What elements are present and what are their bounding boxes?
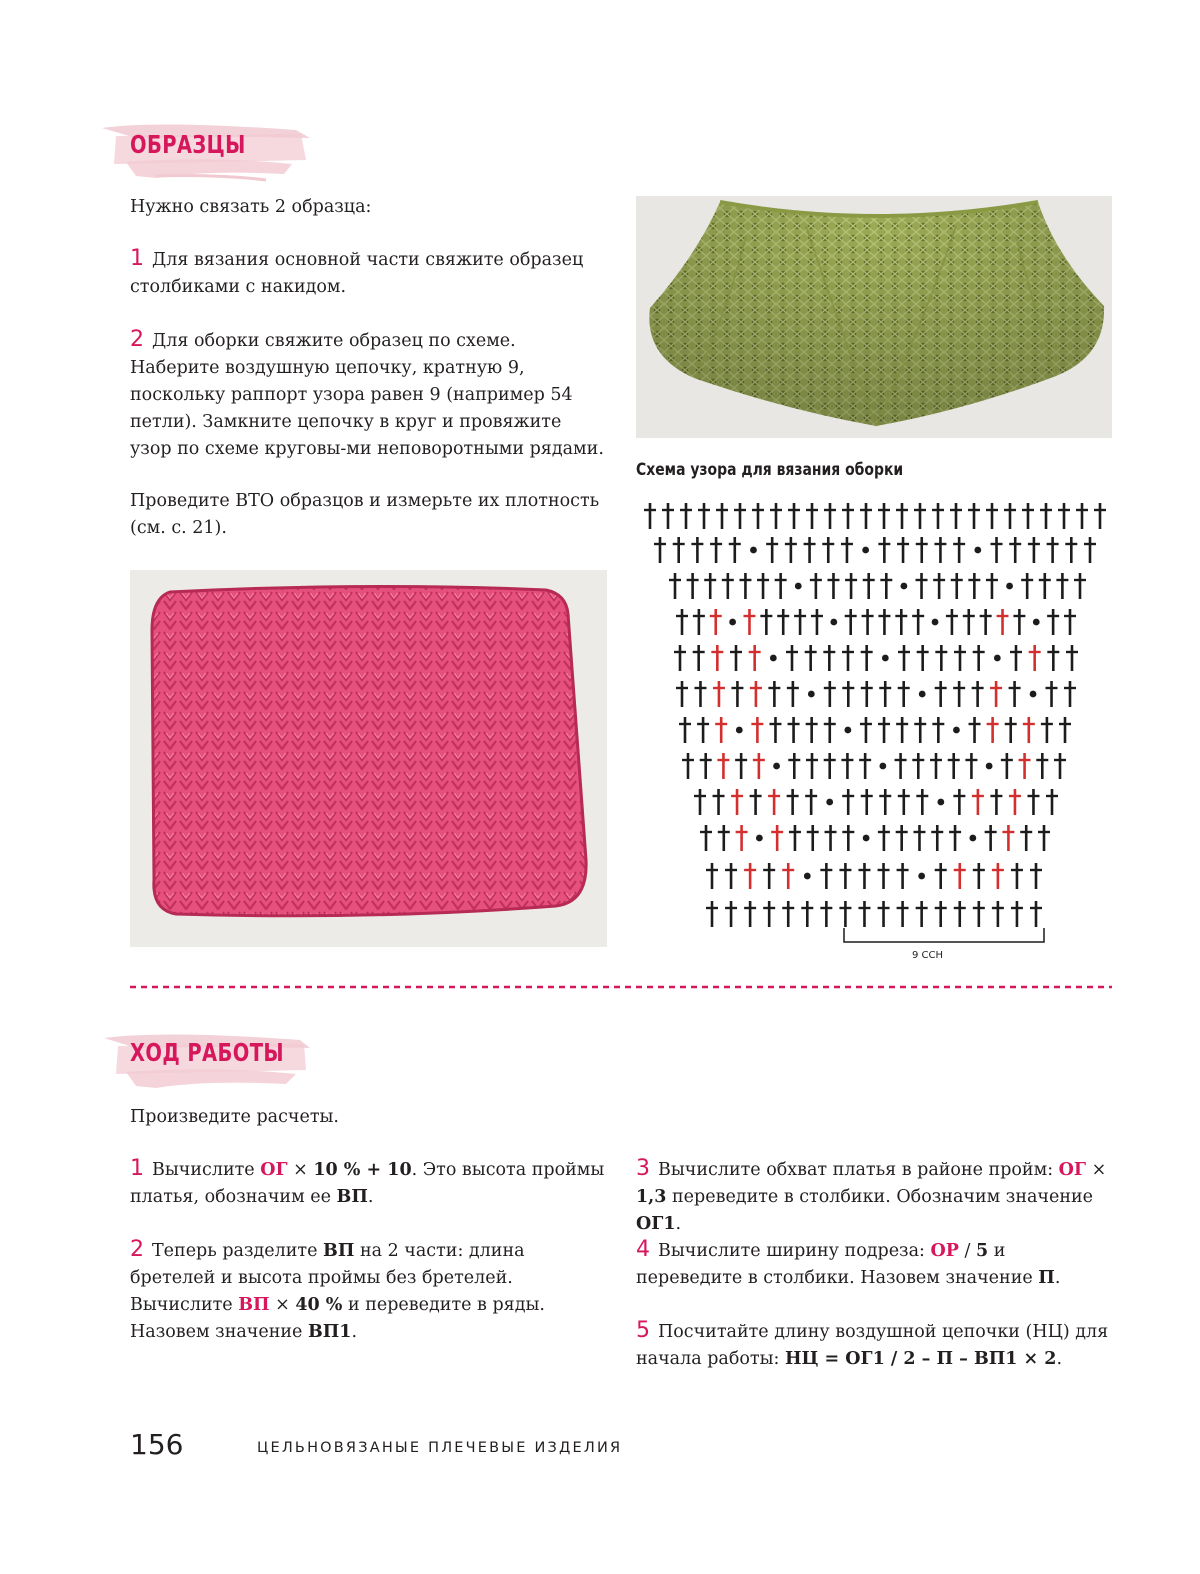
green-ruffle-photo: [636, 196, 1112, 438]
samples-intro: Нужно связать 2 образца:: [130, 197, 372, 217]
item-bold: ВП: [323, 1241, 355, 1261]
section-title: ОБРАЗЦЫ: [130, 130, 246, 159]
page-number: 156: [130, 1428, 184, 1461]
item-number: 4: [636, 1237, 650, 1262]
workflow-item-4: [636, 1236, 1116, 1292]
item-text: на 2 части: длина бретелей и высота проймы без бретелей.: [130, 1241, 525, 1288]
chart-row: [682, 753, 1066, 779]
item-highlight: ОГ: [260, 1160, 288, 1180]
chart-row: [706, 863, 1042, 889]
pink-swatch-illustration: [130, 570, 607, 947]
samples-item-1: [130, 245, 608, 301]
item-bold: ВП1: [307, 1322, 352, 1342]
item-bold: 5: [975, 1241, 989, 1261]
item-number: 3: [636, 1156, 650, 1181]
chart-row: [676, 681, 1076, 707]
item-text: /: [958, 1241, 976, 1261]
section-title: ХОД РАБОТЫ: [130, 1038, 285, 1067]
repeat-bracket: [844, 928, 1044, 942]
crochet-chart: [640, 496, 1110, 966]
item-text: Для оборки свяжите образец по схеме. Наберите воздушную цепочку, кратную 9, поскольку раппорт узора равен 9 (например 54 петли). Замкните цепочку в круг и провяжите узор по схеме круговы-ми неповоротными рядами.: [130, 331, 604, 459]
crochet-chart-svg: [640, 496, 1110, 966]
chart-repeat-label: 9 ССН: [912, 950, 944, 961]
item-text: Вычислите: [130, 1295, 239, 1315]
samples-item-2: [130, 326, 608, 463]
chart-row: [654, 537, 1096, 563]
item-bold: ОГ1: [636, 1214, 676, 1234]
item-text: . Это высота проймы платья, обозначим ее: [130, 1160, 605, 1207]
running-footer-title: ЦЕЛЬНОВЯЗАНЫЕ ПЛЕЧЕВЫЕ ИЗДЕЛИЯ: [257, 1440, 623, 1456]
item-highlight: ОГ: [1058, 1160, 1086, 1180]
item-text: Вычислите: [152, 1160, 261, 1180]
pink-swatch-photo: [130, 570, 607, 947]
item-bold: 10 % + 10: [313, 1160, 412, 1180]
chart-row: [706, 901, 1042, 927]
item-bold: П: [1038, 1268, 1055, 1288]
item-text: и переведите в ряды. Назовем значение: [130, 1295, 545, 1342]
chart-row: [644, 503, 1106, 529]
item-bold: 1,3: [636, 1187, 667, 1207]
green-ruffle-illustration: [636, 196, 1112, 438]
section-header-samples: [96, 116, 326, 186]
workflow-intro: Произведите расчеты.: [130, 1107, 339, 1127]
item-bold: 40 %: [295, 1295, 343, 1315]
dashed-divider: [130, 985, 1112, 989]
chart-row: [676, 609, 1076, 635]
item-text: .: [675, 1214, 682, 1234]
item-text: .: [1054, 1268, 1061, 1288]
item-text: переведите в столбики. Обозначим значение: [666, 1187, 1094, 1207]
chart-row: [700, 825, 1050, 851]
chart-row: [669, 573, 1086, 599]
workflow-item-5: [636, 1317, 1116, 1373]
chart-row: [674, 645, 1078, 671]
chart-row: [679, 717, 1071, 743]
item-text: ×: [269, 1295, 296, 1315]
workflow-item-3: [636, 1155, 1116, 1238]
item-text: Теперь разделите: [152, 1241, 324, 1261]
item-text: Посчитайте длину воздушной цепочки (НЦ) для начала работы:: [636, 1322, 1109, 1369]
item-text: .: [1056, 1349, 1063, 1369]
workflow-item-1: [130, 1155, 610, 1211]
section-header-workflow: [96, 1024, 336, 1094]
item-text: и переведите в столбики. Назовем значение: [636, 1241, 1039, 1288]
item-highlight: ОР: [930, 1241, 959, 1261]
item-bold: ВП: [336, 1187, 368, 1207]
item-text: Вычислите обхват платья в районе пройм:: [658, 1160, 1059, 1180]
item-number: 2: [130, 1237, 144, 1262]
item-text: ×: [287, 1160, 314, 1180]
chart-caption: Схема узора для вязания оборки: [636, 460, 904, 480]
item-number: 1: [130, 1156, 144, 1181]
workflow-item-2: [130, 1236, 610, 1346]
item-bold: НЦ = ОГ1 / 2 – П – ВП1 × 2: [785, 1349, 1057, 1369]
chart-row: [694, 789, 1058, 815]
item-text: Вычислите ширину подреза:: [658, 1241, 931, 1261]
item-highlight: ВП: [238, 1295, 270, 1315]
item-text: .: [367, 1187, 374, 1207]
item-text: .: [351, 1322, 358, 1342]
item-number: 5: [636, 1318, 650, 1343]
item-number: 1: [130, 246, 144, 271]
item-text: Для вязания основной части свяжите образец столбиками с накидом.: [130, 250, 584, 297]
item-number: 2: [130, 327, 144, 352]
samples-outro: Проведите ВТО образцов и измерьте их плотность (см. с. 21).: [130, 491, 600, 538]
item-text: ×: [1086, 1160, 1107, 1180]
